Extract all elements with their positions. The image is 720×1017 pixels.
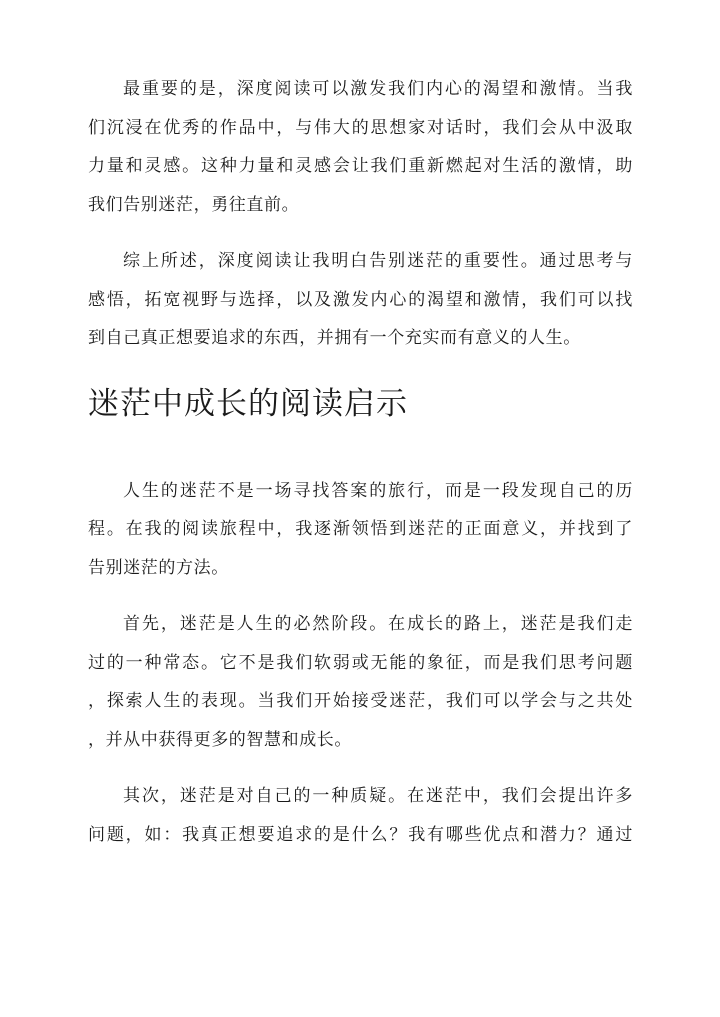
section-heading: 迷茫中成长的阅读启示 [88,385,408,422]
text-line: 人生的迷茫不是一场寻找答案的旅行，而是一段发现自己的历 [123,480,633,501]
text-line: 力量和灵感。这种力量和灵感会让我们重新燃起对生活的激情，助 [88,156,633,176]
text-line: 过的一种常态。它不是我们软弱或无能的象征，而是我们思考问题 [88,652,633,673]
paragraph-passion [88,70,633,224]
paragraph-first [88,605,633,759]
text-line: 告别迷茫的方法。 [88,557,229,578]
paragraph-second [88,777,633,854]
text-line: 我们告别迷茫，勇往直前。 [88,194,300,215]
paragraph-intro [88,472,633,588]
document-page [88,70,633,854]
text-line: 综上所述，深度阅读让我明白告别迷茫的重要性。通过思考与 [123,251,633,271]
paragraph-summary [88,242,633,358]
text-line: 感悟，拓宽视野与选择，以及激发内心的渴望和激情，我们可以找 [88,289,633,310]
text-line: 其次，迷茫是对自己的一种质疑。在迷茫中，我们会提出许多 [123,786,633,806]
text-line: 首先，迷茫是人生的必然阶段。在成长的路上，迷茫是我们走 [123,614,633,634]
text-line: ，并从中获得更多的智慧和成长。 [88,729,352,750]
text-line: ，探索人生的表现。当我们开始接受迷茫，我们可以学会与之共处 [88,691,633,711]
text-line: 程。在我的阅读旅程中，我逐渐领悟到迷茫的正面意义，并找到了 [88,519,633,539]
text-line: 问题，如：我真正想要追求的是什么？我有哪些优点和潜力？通过 [88,824,633,845]
text-line: 们沉浸在优秀的作品中，与伟大的思想家对话时，我们会从中汲取 [88,117,633,138]
text-line: 最重要的是，深度阅读可以激发我们内心的渴望和激情。当我 [123,79,633,99]
text-line: 到自己真正想要追求的东西，并拥有一个充实而有意义的人生。 [88,328,581,348]
